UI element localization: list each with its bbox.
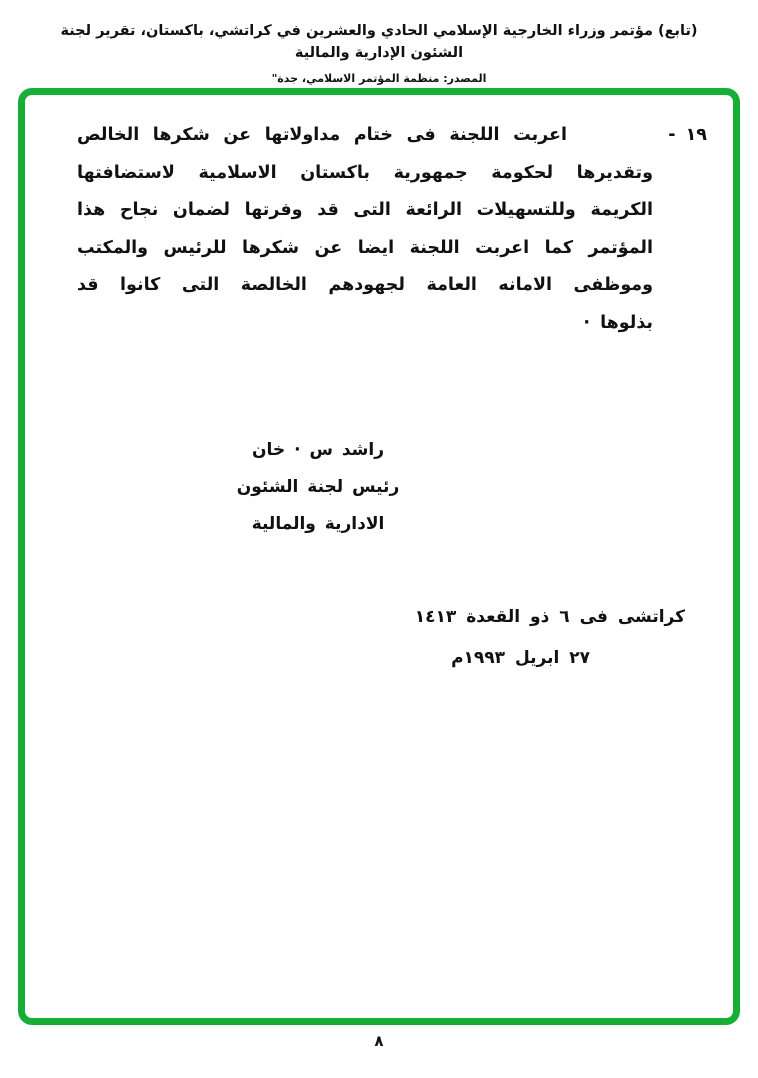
page-number: ٨ [374,1032,384,1050]
date-hijri: كراتشى فى ٦ ذو القعدة ١٤١٣ [414,607,685,627]
paragraph-block [77,117,707,342]
signature-title-line1: رئيس لجنة الشئون [236,477,400,497]
paragraph-line [77,117,707,155]
signature-title-line2: الادارية والمالية [251,514,385,534]
document-frame [18,88,740,1025]
signature-block [158,432,478,543]
item-number: ١٩ - [668,125,707,145]
paragraph-line: بذلوها · [583,312,653,333]
paragraph-line: وتقديرها لحكومة جمهورية باكستان الاسلامية لاستضافتها [77,162,653,183]
document-source: المصدر: منظمة المؤتمر الاسلامي، جدة" [271,72,487,85]
date-gregorian: ٢٧ ابريل ١٩٩٣م [451,648,590,668]
paragraph-line: المؤتمر كما اعربت اللجنة ايضا عن شكرها للرئيس والمكتب [77,237,653,258]
paragraph-line: الكريمة وللتسهيلات الرائعة التى قد وفرتها لضمان نجاح هذا [77,200,653,220]
page-header [0,20,758,85]
paragraph-line: وموظفى الامانه العامة لجهودهم الخالصة التى كانوا قد [77,275,653,295]
document-title: (تابع) مؤتمر وزراء الخارجية الإسلامي الحادي والعشرين في كراتشي، باكستان، تقرير لجنة الشئون الإدارية والمالية [60,23,698,61]
date-block [415,597,685,679]
paragraph-line-text: اعربت اللجنة فى ختام مداولاتها عن شكرها الخالص [77,125,567,145]
signature-name: راشد س · خان [252,440,384,460]
